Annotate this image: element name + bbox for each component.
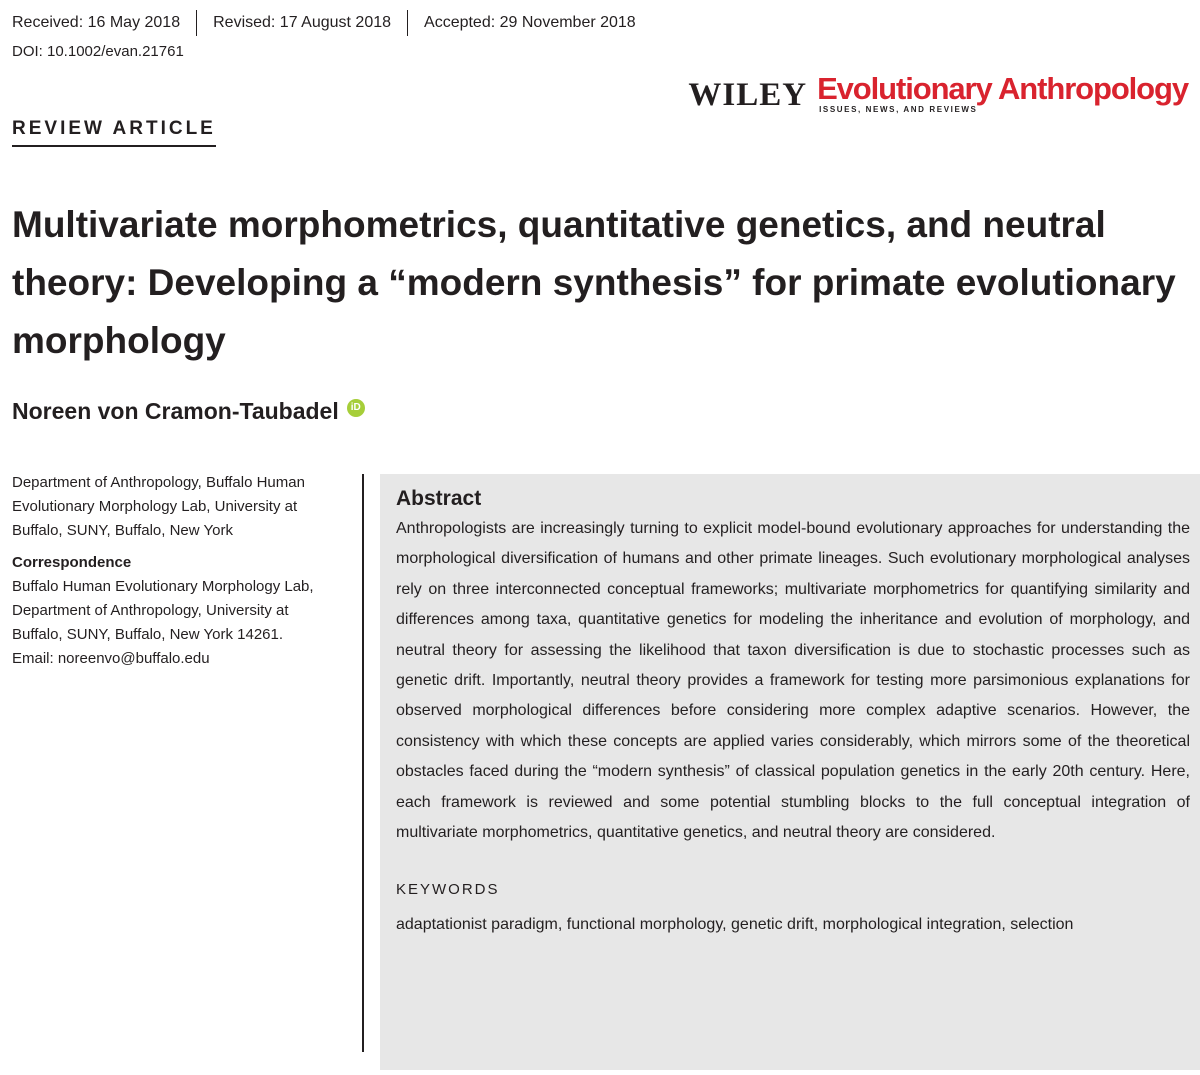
correspondence-email[interactable]: Email: noreenvo@buffalo.edu bbox=[12, 650, 210, 667]
correspondence-city: Buffalo, SUNY, Buffalo, New York 14261. bbox=[12, 626, 284, 643]
abstract-text: Anthropologists are increasingly turning to explicit model-bound evolutionary approaches for understanding the morphological diversification of humans and other primate lineages. Such evolutionary morphological analyses rely on three interconnected conceptual frameworks; multivariate morphometrics for quantifying similarity and differences among taxa, quantitative genetics for modeling the inheritance and evolution of morphology, and neutral theory for assessing the likelihood that taxon diversification is due to stochastic processes such as genetic drift. Importantly, neutral theory provides a framework for testing more parsimonious explanations for observed morphological differences before considering more complex adaptive scenarios. However, the consistency with which these concepts are applied varies considerably, which mirrors some of the theoretical obstacles faced during the “modern synthesis” of classical population genetics in the early 20th century. Here, each framework is reviewed and some potential stumbling blocks to the full conceptual integration of multivariate morphometrics, quantitative genetics, and neutral theory are considered. bbox=[396, 520, 1190, 842]
affiliation-column bbox=[12, 471, 350, 671]
orcid-icon[interactable]: iD bbox=[347, 399, 365, 417]
affiliation: Department of Anthropology, Buffalo Human Evolutionary Morphology Lab, University at Buffalo, SUNY, Buffalo, New York bbox=[12, 474, 305, 539]
publisher-logo: WILEY bbox=[688, 77, 808, 113]
author-name[interactable]: Noreen von Cramon-Taubadel bbox=[12, 398, 339, 424]
accepted-date: Accepted: 29 November 2018 bbox=[407, 10, 652, 36]
journal-name-block bbox=[817, 73, 1188, 114]
abstract-box bbox=[380, 474, 1200, 1070]
keywords-heading: KEYWORDS bbox=[396, 881, 500, 899]
author bbox=[12, 398, 365, 425]
article-type-label: REVIEW ARTICLE bbox=[12, 118, 216, 147]
revised-date: Revised: 17 August 2018 bbox=[196, 10, 407, 36]
journal-name: Evolutionary Anthropology bbox=[817, 71, 1188, 106]
column-divider bbox=[362, 474, 364, 1052]
received-date: Received: 16 May 2018 bbox=[12, 14, 181, 31]
journal-logo bbox=[688, 73, 1188, 114]
article-title: Multivariate morphometrics, quantitative genetics, and neutral theory: Developing a “modern synthesis” for primate evolutionary morphology bbox=[12, 204, 1176, 361]
correspondence-heading: Correspondence bbox=[12, 554, 132, 571]
abstract-heading: Abstract bbox=[396, 487, 482, 510]
correspondence-lab: Buffalo Human Evolutionary Morphology Lab, bbox=[12, 578, 314, 595]
keywords-text: adaptationist paradigm, functional morphology, genetic drift, morphological integration, selection bbox=[396, 916, 1074, 934]
journal-subtitle: ISSUES, NEWS, AND REVIEWS bbox=[819, 105, 978, 114]
doi[interactable]: DOI: 10.1002/evan.21761 bbox=[12, 43, 184, 60]
article-dates bbox=[12, 10, 652, 36]
correspondence-dept: Department of Anthropology, University at bbox=[12, 602, 289, 619]
